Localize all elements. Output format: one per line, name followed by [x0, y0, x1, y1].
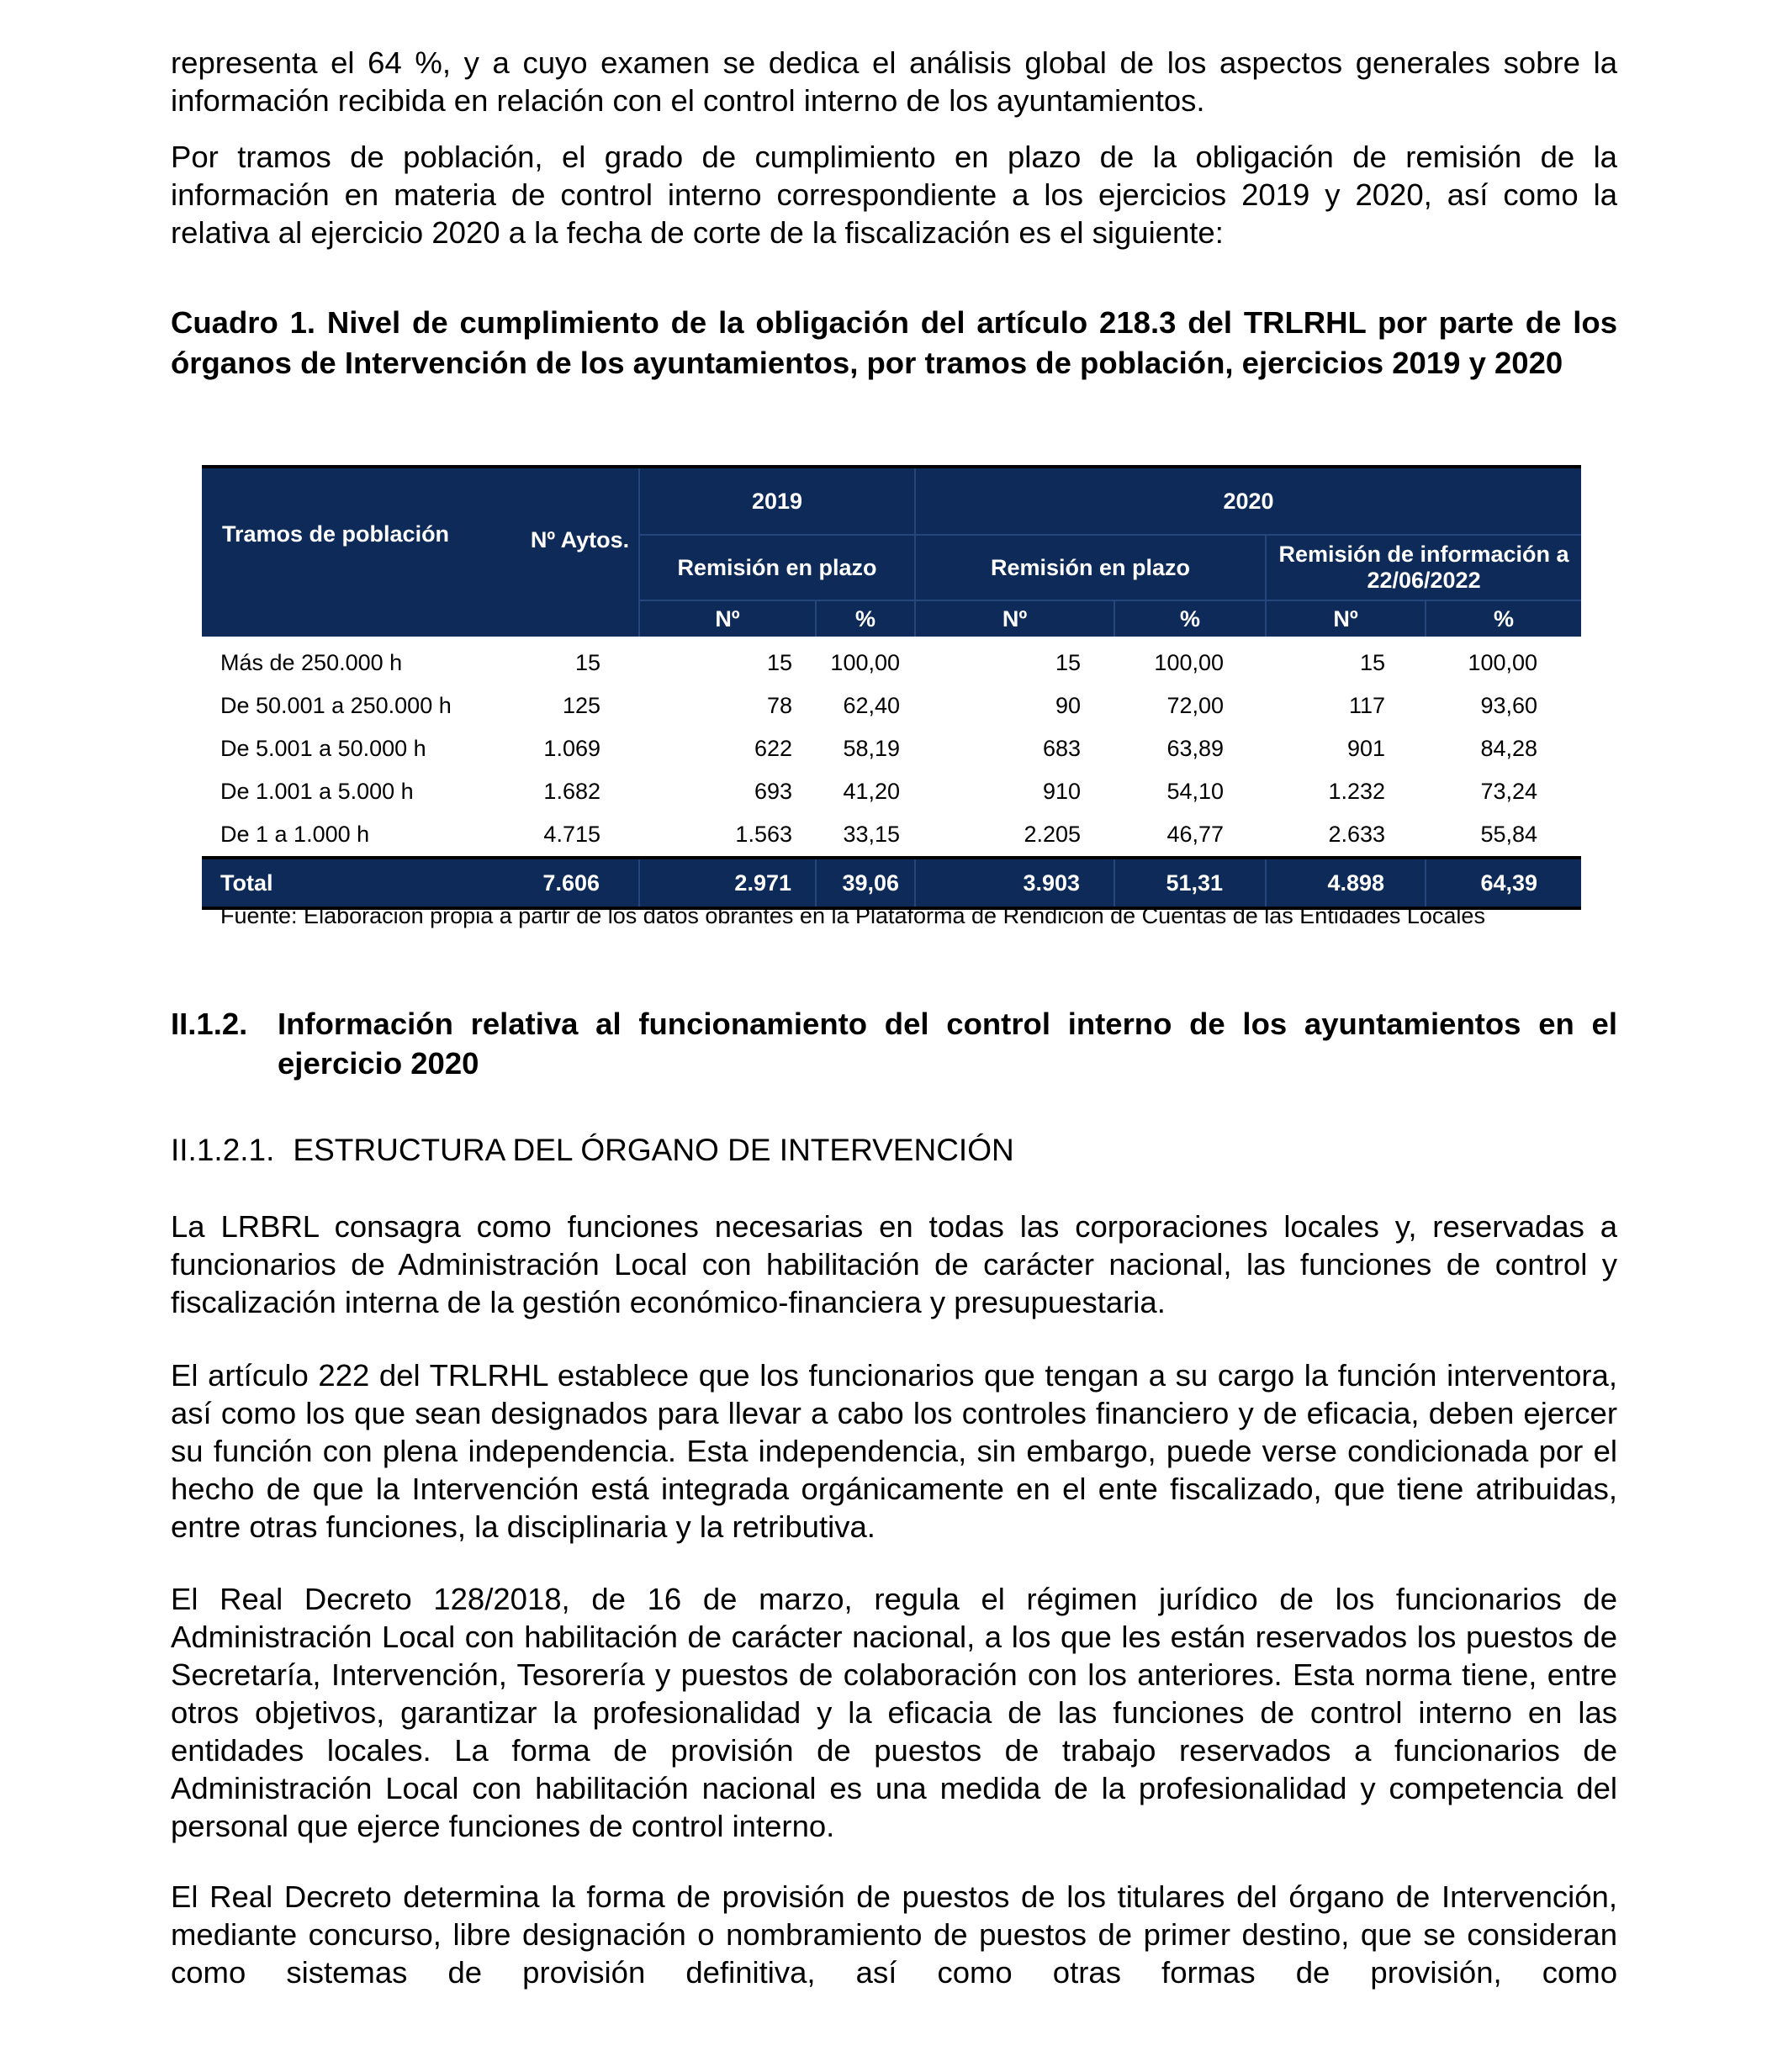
table-row — [202, 727, 1581, 770]
body-paragraph-2: El artículo 222 del TRLRHL establece que los funcionarios que tengan a su cargo la función interventora, así como los que sean designados para llevar a cabo los controles financiero y de eficacia, deben ejercer su función con plena independencia. Esta independencia, sin embargo, puede verse condicionada por el hecho de que la Intervención está integrada orgánicamente en el ente fiscalizado, que tiene atribuidas, entre otras funciones, la disciplinaria y la retributiva. — [171, 1358, 1617, 1544]
cell-pct-2019: 100,00 — [830, 650, 901, 675]
body-paragraph-4: El Real Decreto determina la forma de provisión de puestos de los titulares del órgano de Intervención, mediante concurso, libre designación o nombramiento de puestos de primer destino, que se consideran como sistemas de provisión definitiva, así como otras formas de provisión, como — [171, 1879, 1617, 1990]
cell-n-info: 15 — [1359, 650, 1386, 675]
cell-tramo: De 5.001 a 50.000 h — [220, 736, 426, 761]
header-n-2020: Nº — [915, 600, 1114, 637]
subsection-heading — [171, 1131, 1617, 1170]
cell-pct-2019: 33,15 — [843, 822, 901, 847]
cell-pct-2019: 41,20 — [843, 779, 901, 804]
header-pct-2020: % — [1114, 600, 1266, 637]
cell-n-info: 901 — [1346, 736, 1386, 761]
header-remision-plazo-2020: Remisión en plazo — [915, 535, 1266, 600]
intro-paragraph-2: Por tramos de población, el grado de cumplimiento en plazo de la obligación de remisión de la información en materia de control interno correspondiente a los ejercicios 2019 y 2020, así como la relativa al ejercicio 2020 a la fecha de corte de la fiscalización es el siguiente: — [171, 140, 1617, 250]
header-2019: 2019 — [639, 467, 915, 535]
cell-total-n-2019: 2.971 — [639, 858, 816, 908]
cell-tramo: Más de 250.000 h — [220, 650, 403, 675]
cell-pct-info: 93,60 — [1480, 693, 1538, 718]
cumplimiento-table — [202, 465, 1581, 910]
cell-pct-info: 55,84 — [1480, 822, 1538, 847]
cell-pct-2020: 46,77 — [1166, 822, 1225, 847]
cell-pct-info: 100,00 — [1468, 650, 1538, 675]
cell-n-2019: 1.563 — [735, 822, 792, 847]
cell-pct-2020: 54,10 — [1166, 779, 1225, 804]
cell-n-info: 117 — [1348, 693, 1386, 718]
cell-n-2020: 15 — [1055, 650, 1082, 675]
cell-n-2020: 683 — [1042, 736, 1082, 761]
header-aytos: Nº Aytos. — [521, 467, 639, 600]
intro-paragraph-1: representa el 64 %, y a cuyo examen se dedica el análisis global de los aspectos generales sobre la información recibida en relación con el control interno de los ayuntamientos. — [171, 45, 1617, 118]
table-row — [202, 684, 1581, 727]
cell-total-n-2020: 3.903 — [915, 858, 1114, 908]
cell-n-info: 2.633 — [1328, 822, 1386, 847]
table-row — [202, 637, 1581, 684]
cell-aytos: 1.069 — [543, 736, 600, 761]
cell-pct-2019: 62,40 — [843, 693, 901, 718]
cell-pct-2019: 58,19 — [843, 736, 901, 761]
cell-n-2019: 78 — [766, 693, 792, 718]
table-row — [202, 770, 1581, 813]
cell-n-info: 1.232 — [1328, 779, 1386, 804]
header-remision-informacion: Remisión de información a 22/06/2022 — [1266, 535, 1581, 600]
header-n-info: Nº — [1266, 600, 1426, 637]
section-heading — [171, 1004, 1617, 1083]
table-row — [202, 813, 1581, 858]
cell-pct-info: 73,24 — [1480, 779, 1538, 804]
cell-tramo: De 1 a 1.000 h — [220, 822, 370, 847]
cell-aytos: 125 — [562, 693, 600, 718]
cell-aytos: 1.682 — [543, 779, 600, 804]
cell-total-aytos: 7.606 — [521, 858, 639, 908]
section-title: Información relativa al funcionamiento del control interno de los ayuntamientos en el ejercicio 2020 — [278, 1007, 1617, 1081]
header-n-2019: Nº — [639, 600, 816, 637]
header-blank — [202, 600, 521, 637]
header-pct-info: % — [1426, 600, 1581, 637]
cell-pct-2020: 63,89 — [1166, 736, 1225, 761]
cell-total-n-info: 4.898 — [1266, 858, 1426, 908]
body-paragraph-1: La LRBRL consagra como funciones necesarias en todas las corporaciones locales y, reservadas a funcionarios de Administración Local con habilitación de carácter nacional, las funciones de control y fiscalización interna de la gestión económico-financiera y presupuestaria. — [171, 1209, 1617, 1319]
header-tramos: Tramos de población — [202, 467, 521, 600]
cell-n-2020: 2.205 — [1024, 822, 1082, 847]
cell-total-pct-2020: 51,31 — [1114, 858, 1266, 908]
cell-n-2019: 622 — [754, 736, 792, 761]
cell-tramo: De 1.001 a 5.000 h — [220, 779, 414, 804]
subsection-title: ESTRUCTURA DEL ÓRGANO DE INTERVENCIÓN — [293, 1133, 1014, 1167]
cell-total-pct-info: 64,39 — [1426, 858, 1581, 908]
cell-n-2019: 693 — [754, 779, 792, 804]
cell-n-2019: 15 — [766, 650, 792, 675]
cell-total-label: Total — [202, 858, 521, 908]
cell-n-2020: 910 — [1042, 779, 1082, 804]
cell-aytos: 4.715 — [543, 822, 600, 847]
cell-n-2020: 90 — [1055, 693, 1082, 718]
section-number: II.1.2. — [171, 1007, 248, 1041]
subsection-number: II.1.2.1. — [171, 1133, 275, 1167]
cell-pct-info: 84,28 — [1480, 736, 1538, 761]
cell-tramo: De 50.001 a 250.000 h — [220, 693, 452, 718]
table-caption: Cuadro 1. Nivel de cumplimiento de la obligación del artículo 218.3 del TRLRHL por parte de los órganos de Intervención de los ayuntamientos, por tramos de población, ejercicios 2019 y 2020 — [171, 305, 1617, 380]
table-total-row — [202, 858, 1581, 908]
cell-aytos: 15 — [574, 650, 600, 675]
cell-total-pct-2019: 39,06 — [816, 858, 915, 908]
header-2020: 2020 — [915, 467, 1581, 535]
header-remision-plazo-2019: Remisión en plazo — [639, 535, 915, 600]
header-blank — [521, 600, 639, 637]
cell-pct-2020: 72,00 — [1166, 693, 1225, 718]
table-source-note: Fuente: Elaboración propia a partir de los datos obrantes en la Plataforma de Rendición de Cuentas de las Entidades Locales — [220, 903, 1485, 928]
cell-pct-2020: 100,00 — [1154, 650, 1225, 675]
body-paragraph-3: El Real Decreto 128/2018, de 16 de marzo, regula el régimen jurídico de los funcionarios de Administración Local con habilitación de carácter nacional, a los que les están reservados los puestos de Secretaría, Intervención, Tesorería y puestos de colaboración con los anteriores. Esta norma tiene, entre otros objetivos, garantizar la profesionalidad y la eficacia de las funciones de control interno en las entidades locales. La forma de provisión de puestos de trabajo reservados a funcionarios de Administración Local con habilitación nacional es una medida de la profesionalidad y competencia del personal que ejerce funciones de control interno. — [171, 1582, 1617, 1843]
header-pct-2019: % — [816, 600, 915, 637]
